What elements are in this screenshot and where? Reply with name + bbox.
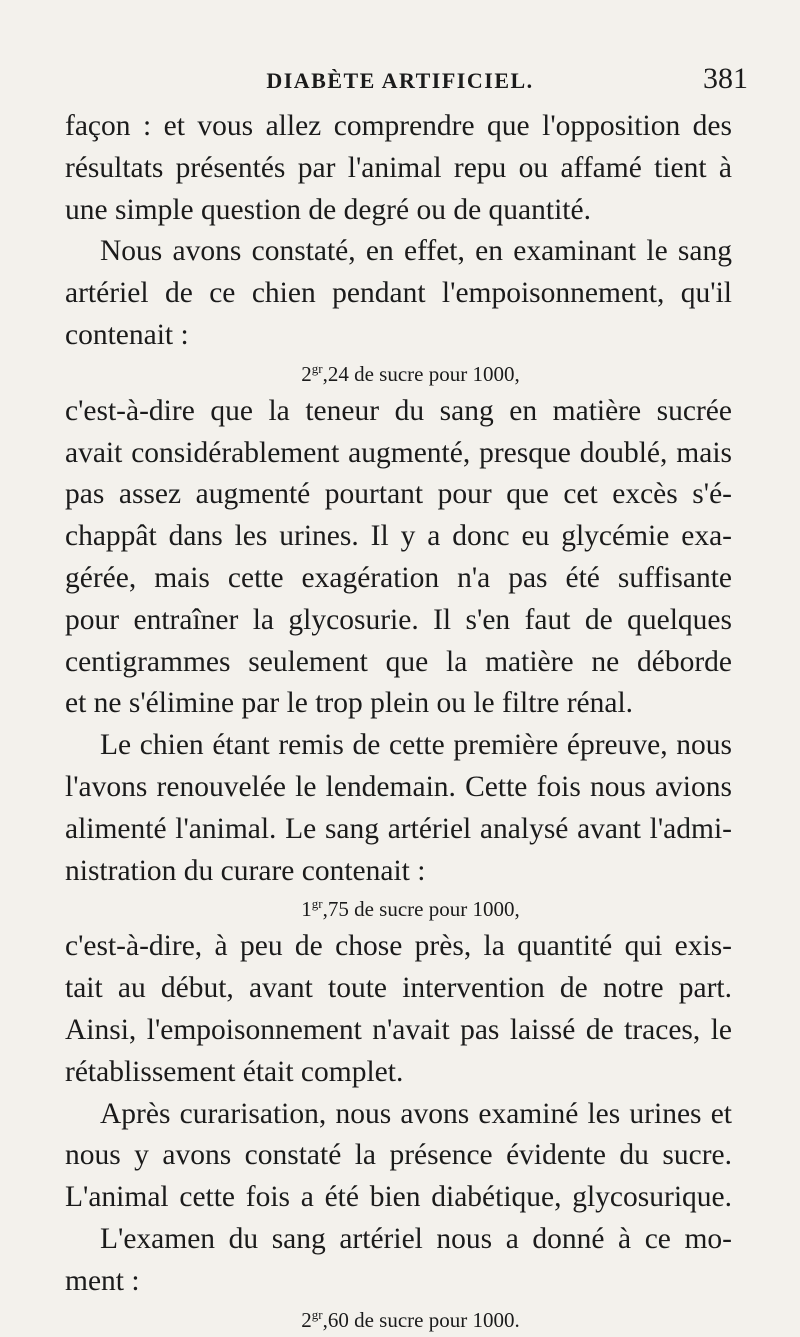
text-line: c'est-à-dire, à peu de chose près, la quantité qui exis- — [65, 930, 732, 963]
text-line: L'animal cette fois a été bien diabétique, glycosurique. — [65, 1181, 732, 1214]
measure-unit: gr — [311, 896, 323, 912]
measure-int: 1 — [301, 897, 312, 922]
text-line: tait au début, avant toute intervention de notre part. — [65, 972, 732, 1005]
text-line: alimenté l'animal. Le sang artériel analysé avant l'admi- — [65, 812, 732, 845]
measure-rest: ,24 de sucre pour 1000, — [322, 361, 520, 386]
text-line: Nous avons constaté, en effet, en examinant le sang — [100, 235, 732, 268]
sugar-measure-1 — [65, 357, 732, 391]
body-text — [65, 106, 732, 1337]
text-line: Ainsi, l'empoisonnement n'avait pas laissé de traces, le — [65, 1013, 732, 1046]
sugar-measure-3 — [65, 1303, 732, 1337]
running-title: DIABÈTE ARTIFICIEL. — [266, 68, 534, 93]
text-line: centigrammes seulement que la matière ne déborde — [65, 645, 732, 678]
text-line: rétablissement était complet. — [65, 1055, 404, 1088]
text-line: nous y avons constaté la présence évidente du sucre. — [65, 1139, 732, 1172]
text-line: contenait : — [65, 318, 189, 351]
text-line: c'est-à-dire que la teneur du sang en matière sucrée — [65, 394, 732, 427]
text-line: ment : — [65, 1264, 140, 1297]
text-line: nistration du curare contenait : — [65, 854, 426, 887]
text-line: pour entraîner la glycosurie. Il s'en faut de quelques — [65, 603, 732, 636]
text-line: avait considérablement augmenté, presque doublé, mais — [65, 436, 732, 469]
text-line: chappât dans les urines. Il y a donc eu glycémie exa- — [65, 520, 732, 553]
text-line: et ne s'élimine par le trop plein ou le filtre rénal. — [65, 687, 634, 720]
text-line: une simple question de degré ou de quantité. — [65, 193, 591, 226]
text-line: artériel de ce chien pendant l'empoisonnement, qu'il — [65, 277, 732, 310]
measure-unit: gr — [311, 360, 323, 376]
text-line: résultats présentés par l'animal repu ou affamé tient à — [65, 151, 732, 184]
text-line: pas assez augmenté pourtant pour que cet excès s'é- — [65, 478, 732, 511]
measure-int: 2 — [301, 1307, 312, 1332]
measure-rest: ,75 de sucre pour 1000, — [322, 897, 520, 922]
measure-unit: gr — [311, 1306, 323, 1322]
text-line: L'examen du sang artériel nous a donné à ce mo- — [100, 1222, 732, 1255]
measure-rest: ,60 de sucre pour 1000. — [322, 1307, 520, 1332]
sugar-measure-2 — [65, 892, 732, 926]
text-line: Après curarisation, nous avons examiné les urines et — [100, 1097, 732, 1130]
text-line: Le chien étant remis de cette première épreuve, nous — [100, 729, 732, 762]
text-line: gérée, mais cette exagération n'a pas été suffisante — [65, 561, 732, 594]
page-number: 381 — [703, 62, 748, 95]
measure-int: 2 — [301, 361, 312, 386]
running-header — [0, 64, 800, 100]
text-line: l'avons renouvelée le lendemain. Cette fois nous avions — [65, 770, 732, 803]
text-line: façon : et vous allez comprendre que l'opposition des — [65, 110, 732, 142]
